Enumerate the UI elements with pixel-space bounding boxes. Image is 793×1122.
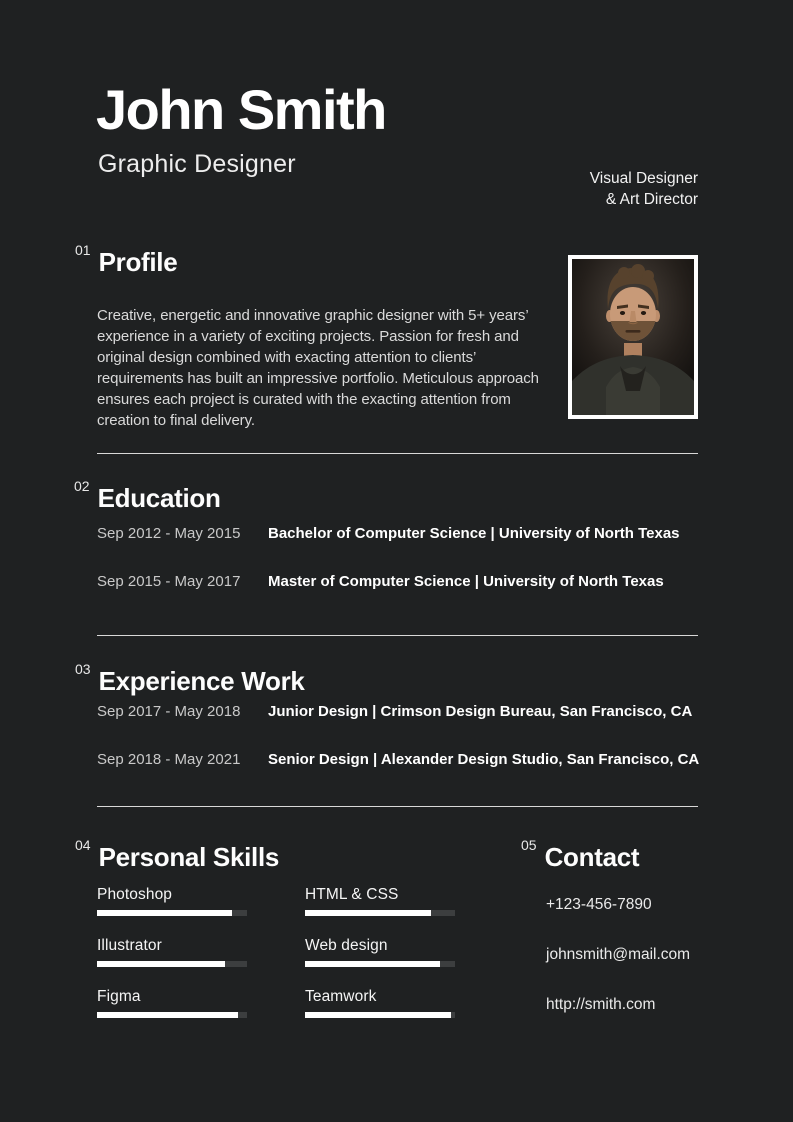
section-header-experience: [75, 662, 305, 694]
contact-email[interactable]: johnsmith@mail.com: [546, 946, 691, 963]
tagline-line-1: Visual Designer: [589, 170, 698, 187]
header-tagline: [590, 168, 698, 210]
profile-photo: [568, 255, 698, 419]
experience-row: [97, 703, 692, 720]
section-divider: [97, 635, 698, 636]
skill-bar-track: [97, 1012, 247, 1018]
section-number: 02: [74, 478, 90, 494]
skill-label: Figma: [97, 988, 141, 1005]
section-title-profile: Profile: [98, 247, 178, 277]
skill-bar-fill: [97, 961, 225, 967]
skill-item-photoshop: [97, 886, 247, 916]
profile-summary: Creative, energetic and innovative graphic designer with 5+ years’ experience in a variety of exciting projects. Passion for fresh and original design combined with exacting attention to clients’ requirements has built an impressive portfolio. Meticulous approach ensures each project is curated with the exacting attention from creation to final delivery.: [97, 307, 539, 429]
education-detail: Bachelor of Computer Science | University of North Texas: [268, 525, 680, 542]
education-row: [97, 525, 680, 542]
section-title-experience: Experience Work: [98, 666, 305, 696]
person-name: John Smith: [96, 78, 386, 141]
section-header-contact: [521, 838, 639, 870]
skill-label: HTML & CSS: [305, 886, 399, 903]
skill-label: Teamwork: [305, 988, 377, 1005]
contact-phone[interactable]: +123-456-7890: [546, 896, 652, 913]
skill-bar-track: [305, 1012, 455, 1018]
experience-dates: Sep 2017 - May 2018: [97, 703, 241, 720]
skill-bar-fill: [305, 961, 440, 967]
experience-detail: Junior Design | Crimson Design Bureau, San Francisco, CA: [268, 703, 693, 720]
contact-website[interactable]: http://smith.com: [546, 996, 656, 1013]
skill-bar-fill: [305, 910, 431, 916]
skill-bar-track: [305, 910, 455, 916]
skill-item-illustrator: [97, 937, 247, 967]
section-title-skills: Personal Skills: [98, 842, 280, 872]
section-title-education: Education: [97, 483, 221, 513]
skill-bar-track: [97, 961, 247, 967]
section-header-skills: [75, 838, 279, 870]
section-divider: [97, 806, 698, 807]
education-dates: Sep 2012 - May 2015: [97, 525, 241, 542]
section-number: 01: [75, 242, 91, 258]
skill-label: Photoshop: [97, 886, 173, 903]
tagline-line-2: & Art Director: [605, 191, 698, 208]
skill-bar-fill: [97, 910, 232, 916]
education-dates: Sep 2015 - May 2017: [97, 573, 241, 590]
section-divider: [97, 453, 698, 454]
person-role: Graphic Designer: [98, 150, 296, 178]
section-header-education: [74, 479, 221, 511]
skill-item-figma: [97, 988, 247, 1018]
experience-row: [97, 751, 699, 768]
section-number: 04: [75, 837, 91, 853]
skill-bar-fill: [97, 1012, 238, 1018]
skill-label: Illustrator: [97, 937, 162, 954]
skill-bar-fill: [305, 1012, 451, 1018]
education-detail: Master of Computer Science | University of North Texas: [268, 573, 664, 590]
section-title-contact: Contact: [544, 842, 640, 872]
skill-item-html-css: [305, 886, 455, 916]
skill-label: Web design: [305, 937, 388, 954]
skill-bar-track: [305, 961, 455, 967]
section-number: 03: [75, 661, 91, 677]
skill-item-teamwork: [305, 988, 455, 1018]
experience-detail: Senior Design | Alexander Design Studio, San Francisco, CA: [268, 751, 700, 768]
experience-dates: Sep 2018 - May 2021: [97, 751, 241, 768]
portrait-illustration: [572, 259, 694, 415]
section-header-profile: [75, 243, 177, 275]
skill-bar-track: [97, 910, 247, 916]
skill-item-web-design: [305, 937, 455, 967]
education-row: [97, 573, 664, 590]
section-number: 05: [521, 837, 537, 853]
